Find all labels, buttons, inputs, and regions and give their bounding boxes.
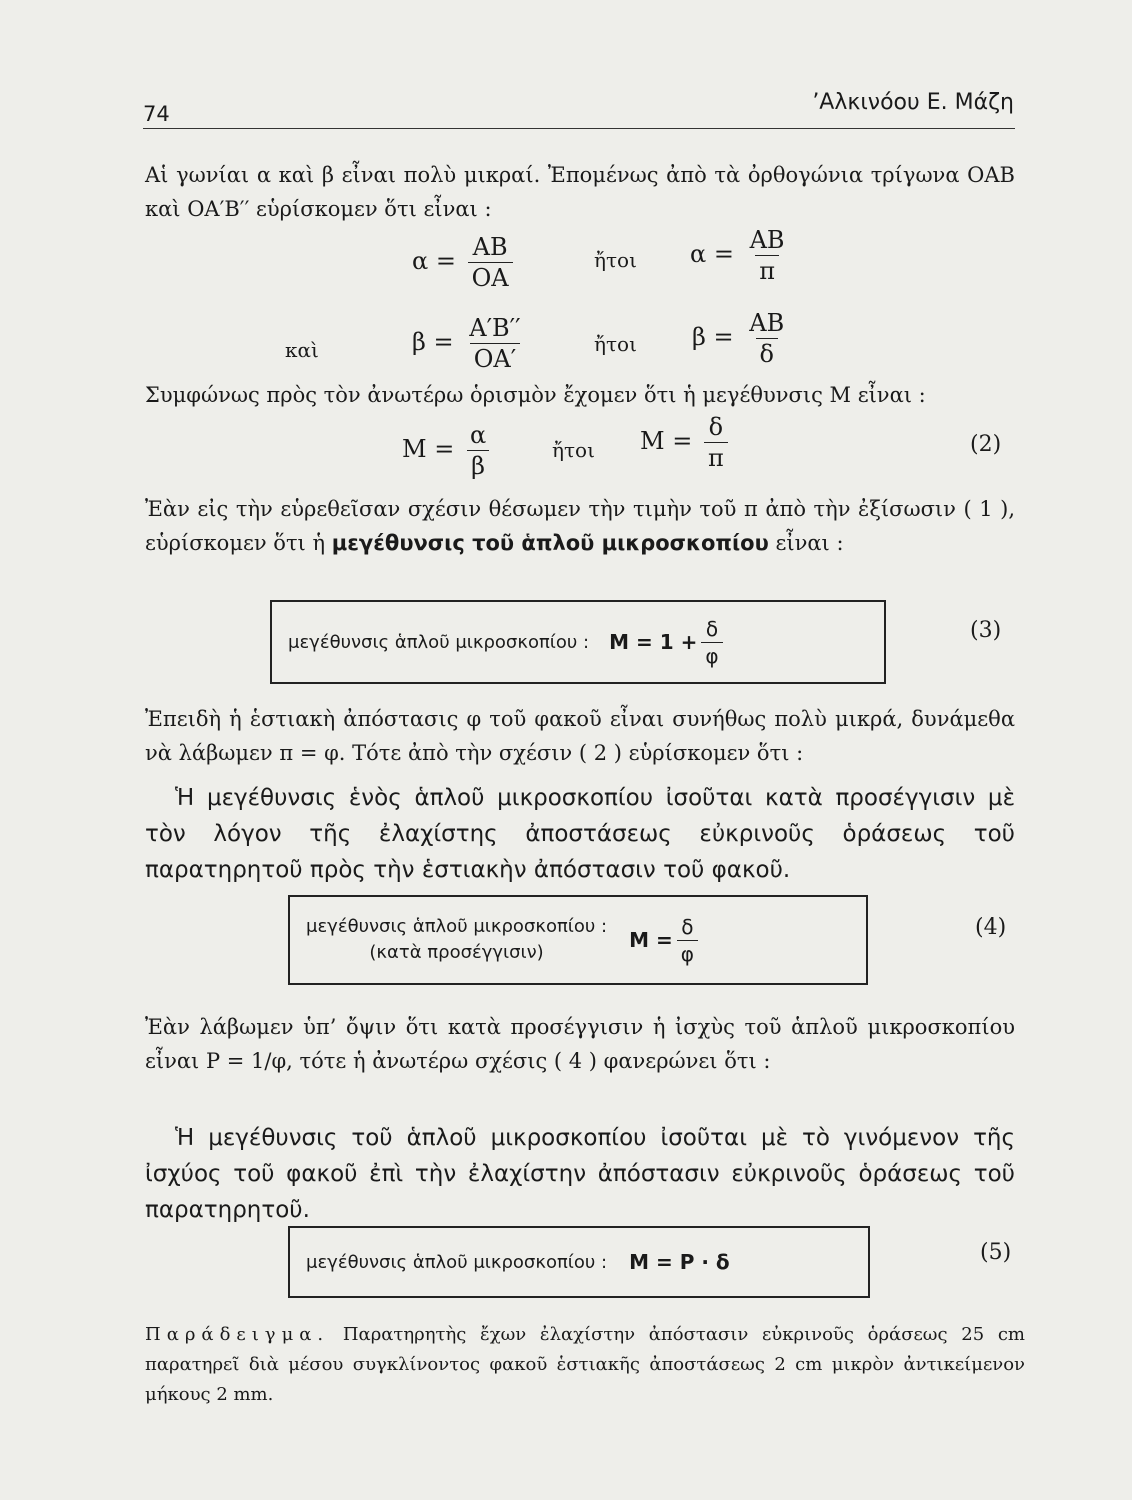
equation-number-2: (2) <box>970 432 1002 457</box>
equation-alpha <box>412 232 517 293</box>
paragraph-definition: Συμφώνως πρὸς τὸν ἀνωτέρω ὁρισμὸν ἔχομεν ὅτι ἡ μεγέθυνσις Μ εἶναι : <box>145 383 926 407</box>
statement-approximate-magnification: Ἡ μεγέθυνσις ἑνὸς ἁπλοῦ μικροσκοπίου ἰσοῦται κατὰ προσέγγισιν μὲ τὸν λόγον τῆς ἐλαχίστης ἀποστάσεως εὐκρινοῦς ὁράσεως τοῦ παρατηρητοῦ πρὸς τὴν ἑστιακὴν ἀπόστασιν τοῦ φακοῦ. <box>145 785 1015 883</box>
paragraph-approximation: Ἐπειδὴ ἡ ἑστιακὴ ἀπόστασις φ τοῦ φακοῦ εἶναι συνήθως πολὺ μικρά, δυνάμεθα νὰ λάβωμεν π = φ. Τότε ἀπὸ τὴν σχέσιν ( 2 ) εὑρίσκομεν ὅτι : <box>145 707 1015 765</box>
box-sublabel: (κατὰ προσέγγισιν) <box>369 942 544 963</box>
box-label: μεγέθυνσις ἁπλοῦ μικροσκοπίου : <box>306 1251 608 1273</box>
fraction: $\frac{AB}{\pi}$ <box>749 226 785 285</box>
formula-box-5 <box>288 1226 870 1298</box>
box-label: μεγέθυνσις ἁπλοῦ μικροσκοπίου : <box>288 631 590 653</box>
paragraph-substitution: Ἐὰν εἰς τὴν εὑρεθεῖσαν σχέσιν θέσωμεν τὴν τιμὴν τοῦ π ἀπὸ τὴν ἐξίσωσιν ( 1 ), εὑρίσκομεν ὅτι ἡ μεγέθυνσις τοῦ ἁπλοῦ μικροσκοπίου εἶναι : <box>145 497 1015 555</box>
equation-magnification: Μ = $\frac{\alpha}{\beta}$ <box>402 420 494 481</box>
box-formula: Μ = 1 + <box>609 630 698 654</box>
page-number: 74 <box>143 102 170 126</box>
htoi-word: ἤτοι <box>594 248 637 272</box>
eq-lhs: α = <box>412 247 456 275</box>
formula-box-3 <box>270 600 886 684</box>
equation-magnification-pi: Μ = $\frac{\delta}{\pi}$ <box>640 412 732 473</box>
equation-number-5: (5) <box>980 1240 1012 1265</box>
equation-beta-approx: β = $\frac{AB}{\delta}$ <box>692 308 792 369</box>
header-rule <box>143 128 1015 129</box>
fraction: $\frac{AB}{\delta}$ <box>749 309 785 368</box>
fraction: $\frac{\delta}{\varphi}$ <box>677 914 698 967</box>
fraction: $\frac{A'B''}{OA'}$ <box>469 314 521 373</box>
paragraph-power: Ἐὰν λάβωμεν ὑπ’ ὄψιν ὅτι κατὰ προσέγγισιν ἡ ἰσχὺς τοῦ ἁπλοῦ μικροσκοπίου εἶναι Ρ = 1/φ, τότε ἡ ἀνωτέρω σχέσις ( 4 ) φανερώνει ὅτι : <box>145 1015 1015 1073</box>
equation-beta: β = $\frac{A'B''}{OA'}$ <box>412 313 529 374</box>
equation-alpha-approx: α = $\frac{AB}{\pi}$ <box>690 225 793 286</box>
fraction: $\frac{\alpha}{\beta}$ <box>466 420 490 481</box>
box-formula: Μ = <box>629 928 673 952</box>
example-text: Παρατηρητὴς ἔχων ἐλαχίστην ἀπόστασιν εὐκρινοῦς ὁράσεως 25 cm παρατηρεῖ διὰ μέσου συγκλίνοντος φακοῦ ἑστιακῆς ἀποστάσεως 2 cm μικρὸν ἀντικείμενον μήκους 2 mm. <box>145 1324 1025 1405</box>
paragraph-small-angles: Αἱ γωνίαι α καὶ β εἶναι πολὺ μικραί. Ἐπομένως ἀπὸ τὰ ὀρθογώνια τρίγωνα ΟΑΒ καὶ ΟΑ′Β′′ εὑρίσκομεν ὅτι εἶναι : <box>145 163 1015 221</box>
formula-box-4 <box>288 895 868 985</box>
box-label: μεγέθυνσις ἁπλοῦ μικροσκοπίου : <box>306 916 608 937</box>
equation-number-3: (3) <box>970 618 1002 643</box>
bold-term: μεγέθυνσις τοῦ ἁπλοῦ μικροσκοπίου <box>331 531 769 555</box>
fraction: $\frac{\delta}{\pi}$ <box>704 412 728 473</box>
example-heading: Παράδειγμα. <box>145 1324 330 1345</box>
equation-number-4: (4) <box>975 915 1007 940</box>
fraction: $\frac{AB}{OA}$ <box>468 232 513 293</box>
running-title: ’Αλκινόου Ε. Μάζη <box>812 90 1014 115</box>
kai-word: καὶ <box>285 338 319 362</box>
statement-power-magnification: Ἡ μεγέθυνσις τοῦ ἁπλοῦ μικροσκοπίου ἰσοῦται μὲ τὸ γινόμενον τῆς ἰσχύος τοῦ φακοῦ ἐπὶ τὴν ἐλαχίστην ἀπόστασιν εὐκρινοῦς ὁράσεως τοῦ παρατηρητοῦ. <box>145 1125 1015 1223</box>
htoi-word: ἤτοι <box>552 438 595 462</box>
htoi-word: ἤτοι <box>594 332 637 356</box>
box-formula: Μ = Ρ · δ <box>629 1250 730 1274</box>
fraction: $\frac{\delta}{\varphi}$ <box>701 616 722 669</box>
example-paragraph <box>145 1320 1025 1410</box>
